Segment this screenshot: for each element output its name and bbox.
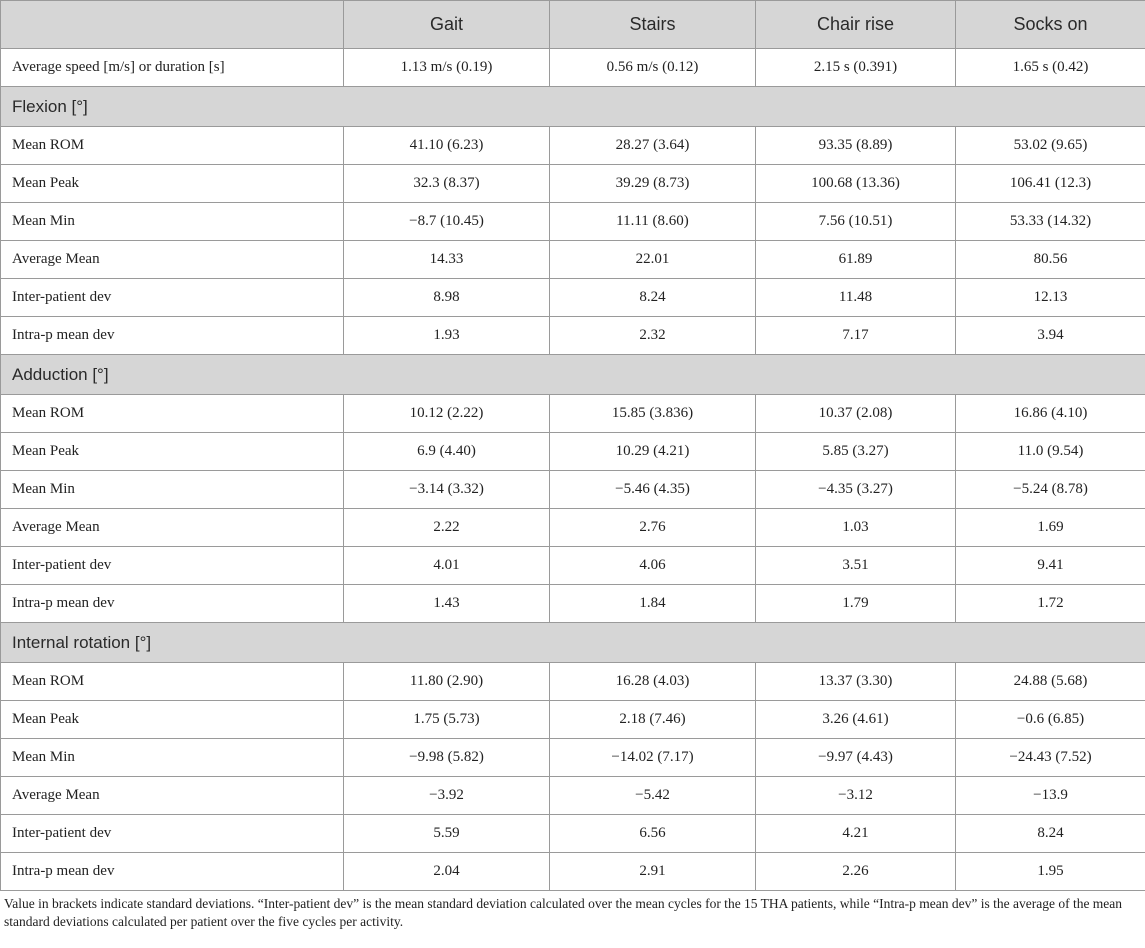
cell-stairs: 2.91: [550, 853, 756, 891]
cell-gait: 4.01: [344, 547, 550, 585]
cell-chair-rise: 2.26: [756, 853, 956, 891]
table-row: [1, 777, 1145, 815]
cell-chair-rise: −4.35 (3.27): [756, 471, 956, 509]
cell-socks-on: 16.86 (4.10): [956, 395, 1145, 433]
header-row: [1, 1, 1145, 49]
cell-chair-rise: 7.17: [756, 317, 956, 355]
cell-gait: 2.04: [344, 853, 550, 891]
cell-stairs: 11.11 (8.60): [550, 203, 756, 241]
cell-socks-on: 11.0 (9.54): [956, 433, 1145, 471]
cell-socks-on: 53.33 (14.32): [956, 203, 1145, 241]
cell-gait: 1.75 (5.73): [344, 701, 550, 739]
row-label: Mean ROM: [1, 127, 344, 165]
cell-stairs: −5.42: [550, 777, 756, 815]
row-label: Mean ROM: [1, 395, 344, 433]
row-label: Inter-patient dev: [1, 815, 344, 853]
cell-gait: 6.9 (4.40): [344, 433, 550, 471]
row-label: Average Mean: [1, 241, 344, 279]
cell-socks-on: 9.41: [956, 547, 1145, 585]
section-header-adduction: [1, 355, 1145, 395]
cell-stairs: 2.32: [550, 317, 756, 355]
section-header-internal-rotation: [1, 623, 1145, 663]
cell-socks-on: 1.65 s (0.42): [956, 49, 1145, 87]
header-chair-rise: Chair rise: [756, 1, 956, 49]
cell-stairs: 10.29 (4.21): [550, 433, 756, 471]
cell-socks-on: −13.9: [956, 777, 1145, 815]
cell-chair-rise: −9.97 (4.43): [756, 739, 956, 777]
cell-stairs: 0.56 m/s (0.12): [550, 49, 756, 87]
cell-chair-rise: 10.37 (2.08): [756, 395, 956, 433]
row-label: Mean Peak: [1, 433, 344, 471]
cell-chair-rise: 11.48: [756, 279, 956, 317]
table-row: [1, 739, 1145, 777]
cell-chair-rise: 3.26 (4.61): [756, 701, 956, 739]
cell-chair-rise: 4.21: [756, 815, 956, 853]
cell-socks-on: 80.56: [956, 241, 1145, 279]
header-socks-on: Socks on: [956, 1, 1145, 49]
row-label: Mean Min: [1, 739, 344, 777]
speed-row: [1, 49, 1145, 87]
table-row: [1, 395, 1145, 433]
cell-stairs: 22.01: [550, 241, 756, 279]
cell-chair-rise: 61.89: [756, 241, 956, 279]
table-row: [1, 547, 1145, 585]
table-row: [1, 509, 1145, 547]
cell-socks-on: −24.43 (7.52): [956, 739, 1145, 777]
cell-stairs: −14.02 (7.17): [550, 739, 756, 777]
table-row: [1, 701, 1145, 739]
table-row: [1, 585, 1145, 623]
cell-chair-rise: 5.85 (3.27): [756, 433, 956, 471]
row-label: Inter-patient dev: [1, 547, 344, 585]
cell-socks-on: 8.24: [956, 815, 1145, 853]
cell-socks-on: 1.72: [956, 585, 1145, 623]
table-row: [1, 317, 1145, 355]
cell-chair-rise: 1.79: [756, 585, 956, 623]
cell-stairs: 2.18 (7.46): [550, 701, 756, 739]
cell-gait: 11.80 (2.90): [344, 663, 550, 701]
section-header-flexion: [1, 87, 1145, 127]
cell-gait: 1.13 m/s (0.19): [344, 49, 550, 87]
cell-stairs: 28.27 (3.64): [550, 127, 756, 165]
table-row: [1, 471, 1145, 509]
table-row: [1, 815, 1145, 853]
cell-gait: 8.98: [344, 279, 550, 317]
section-title: Internal rotation [°]: [1, 623, 1145, 663]
row-label: Average Mean: [1, 509, 344, 547]
table-row: [1, 663, 1145, 701]
cell-chair-rise: −3.12: [756, 777, 956, 815]
row-label: Mean Min: [1, 203, 344, 241]
row-label: Intra-p mean dev: [1, 853, 344, 891]
cell-gait: 5.59: [344, 815, 550, 853]
row-label: Average speed [m/s] or duration [s]: [1, 49, 344, 87]
cell-socks-on: 24.88 (5.68): [956, 663, 1145, 701]
cell-socks-on: −5.24 (8.78): [956, 471, 1145, 509]
table-row: [1, 127, 1145, 165]
row-label: Intra-p mean dev: [1, 317, 344, 355]
row-label: Mean ROM: [1, 663, 344, 701]
cell-stairs: 2.76: [550, 509, 756, 547]
cell-socks-on: 3.94: [956, 317, 1145, 355]
cell-stairs: 8.24: [550, 279, 756, 317]
cell-stairs: 39.29 (8.73): [550, 165, 756, 203]
cell-gait: −3.92: [344, 777, 550, 815]
cell-gait: 14.33: [344, 241, 550, 279]
cell-socks-on: 1.95: [956, 853, 1145, 891]
row-label: Average Mean: [1, 777, 344, 815]
cell-chair-rise: 7.56 (10.51): [756, 203, 956, 241]
section-title: Adduction [°]: [1, 355, 1145, 395]
cell-gait: 32.3 (8.37): [344, 165, 550, 203]
cell-stairs: 15.85 (3.836): [550, 395, 756, 433]
row-label: Mean Min: [1, 471, 344, 509]
table-row: [1, 203, 1145, 241]
table-body: [1, 49, 1145, 891]
table-row: [1, 853, 1145, 891]
cell-chair-rise: 2.15 s (0.391): [756, 49, 956, 87]
section-title: Flexion [°]: [1, 87, 1145, 127]
cell-gait: 1.93: [344, 317, 550, 355]
cell-stairs: 4.06: [550, 547, 756, 585]
header-gait: Gait: [344, 1, 550, 49]
table-footnote: Value in brackets indicate standard deviations. “Inter-patient dev” is the mean standard deviation calculated over the mean cycles for the 15 THA patients, while “Intra-p mean dev” is the average of the mean standard deviations calculated per patient over the five cycles per activity.: [4, 896, 1123, 929]
cell-stairs: 16.28 (4.03): [550, 663, 756, 701]
cell-gait: −3.14 (3.32): [344, 471, 550, 509]
cell-socks-on: 12.13: [956, 279, 1145, 317]
cell-chair-rise: 93.35 (8.89): [756, 127, 956, 165]
cell-gait: −9.98 (5.82): [344, 739, 550, 777]
header-blank: [1, 1, 344, 49]
header-stairs: Stairs: [550, 1, 756, 49]
cell-stairs: 6.56: [550, 815, 756, 853]
row-label: Mean Peak: [1, 701, 344, 739]
cell-gait: 10.12 (2.22): [344, 395, 550, 433]
table-row: [1, 165, 1145, 203]
cell-socks-on: 1.69: [956, 509, 1145, 547]
cell-chair-rise: 1.03: [756, 509, 956, 547]
cell-gait: 1.43: [344, 585, 550, 623]
cell-chair-rise: 13.37 (3.30): [756, 663, 956, 701]
cell-socks-on: −0.6 (6.85): [956, 701, 1145, 739]
cell-gait: 41.10 (6.23): [344, 127, 550, 165]
cell-gait: 2.22: [344, 509, 550, 547]
row-label: Intra-p mean dev: [1, 585, 344, 623]
table-row: [1, 241, 1145, 279]
cell-chair-rise: 100.68 (13.36): [756, 165, 956, 203]
row-label: Mean Peak: [1, 165, 344, 203]
table-row: [1, 433, 1145, 471]
cell-socks-on: 53.02 (9.65): [956, 127, 1145, 165]
cell-chair-rise: 3.51: [756, 547, 956, 585]
table-row: [1, 279, 1145, 317]
cell-gait: −8.7 (10.45): [344, 203, 550, 241]
cell-stairs: 1.84: [550, 585, 756, 623]
cell-stairs: −5.46 (4.35): [550, 471, 756, 509]
row-label: Inter-patient dev: [1, 279, 344, 317]
cell-socks-on: 106.41 (12.3): [956, 165, 1145, 203]
